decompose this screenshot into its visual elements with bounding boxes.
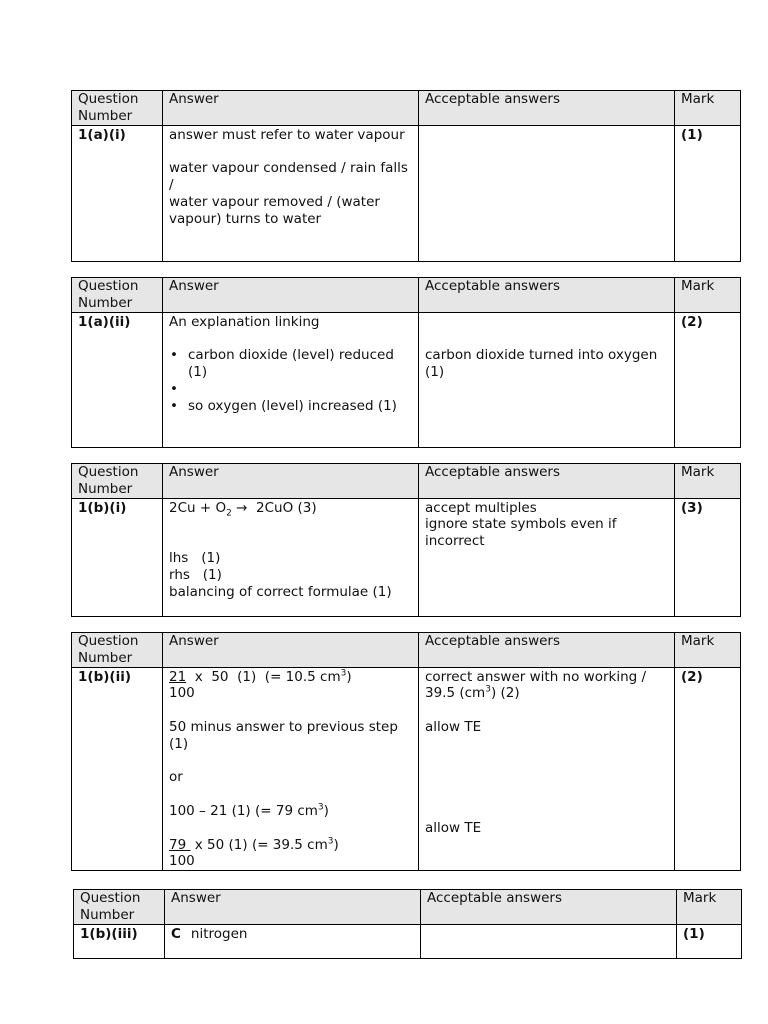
header-question-number: Question Number bbox=[74, 890, 165, 925]
answer-letter: C bbox=[171, 925, 181, 942]
answer-cell bbox=[163, 312, 419, 447]
acceptable-answer: ignore state symbols even if incorrect bbox=[425, 516, 617, 550]
header-acceptable-answers: Acceptable answers bbox=[419, 464, 675, 499]
acceptable-answers-cell bbox=[421, 924, 677, 958]
acceptable-answers-cell bbox=[419, 498, 675, 616]
equation-rhs: 2CuO (3) bbox=[256, 499, 317, 516]
mark-scheme-table-1a-i bbox=[71, 90, 741, 262]
equation-arrow: → bbox=[231, 499, 257, 516]
answer-cell bbox=[163, 667, 419, 871]
mark-scheme-table-1b-ii bbox=[71, 632, 741, 871]
mark-value: (2) bbox=[675, 312, 741, 447]
calculation-text: 100 – 21 (1) (= 79 cm bbox=[169, 802, 318, 819]
answer-line: 50 minus answer to previous step (1) bbox=[169, 718, 398, 752]
equation-lhs: 2Cu + O bbox=[169, 499, 227, 516]
answer-line: water vapour removed / (water vapour) turns to water bbox=[169, 193, 380, 227]
mark-scheme-table-1b-i bbox=[71, 463, 741, 617]
question-number: 1(b)(iii) bbox=[74, 924, 165, 958]
fraction-denominator: 100 bbox=[169, 853, 195, 870]
calculation-text: x 50 (1) (= 10.5 cm bbox=[186, 668, 341, 685]
header-acceptable-answers: Acceptable answers bbox=[421, 890, 677, 925]
header-answer: Answer bbox=[163, 633, 419, 668]
answer-or: or bbox=[169, 769, 183, 786]
fraction-denominator: 100 bbox=[169, 685, 195, 702]
mark-value: (3) bbox=[675, 498, 741, 616]
answer-cell bbox=[163, 498, 419, 616]
answer-line: lhs (1) bbox=[169, 549, 221, 566]
header-acceptable-answers: Acceptable answers bbox=[419, 91, 675, 126]
acceptable-answers-cell bbox=[419, 667, 675, 871]
header-acceptable-answers: Acceptable answers bbox=[419, 278, 675, 313]
mark-scheme-table-1a-ii bbox=[71, 277, 741, 448]
answer-cell bbox=[165, 924, 421, 958]
spacer bbox=[169, 381, 412, 398]
question-number: 1(b)(i) bbox=[72, 498, 163, 616]
question-number: 1(a)(ii) bbox=[72, 312, 163, 447]
header-question-number: Question Number bbox=[72, 278, 163, 313]
calculation-close: ) bbox=[323, 802, 329, 819]
acceptable-text: ) (2) bbox=[490, 685, 520, 702]
superscript: 3 bbox=[485, 684, 491, 695]
header-question-number: Question Number bbox=[72, 633, 163, 668]
superscript: 3 bbox=[327, 836, 334, 847]
header-answer: Answer bbox=[165, 890, 421, 925]
acceptable-answer: accept multiples bbox=[425, 499, 537, 516]
answer-intro: An explanation linking bbox=[169, 313, 320, 330]
fraction-numerator: 79 bbox=[169, 836, 191, 853]
answer-line: balancing of correct formulae (1) bbox=[169, 583, 392, 600]
answer-bullet: • carbon dioxide (level) reduced (1) bbox=[169, 347, 412, 381]
answer-cell bbox=[163, 125, 419, 261]
question-number: 1(b)(ii) bbox=[72, 667, 163, 871]
equation-subscript: 2 bbox=[226, 508, 232, 519]
fraction-numerator: 21 bbox=[169, 668, 187, 685]
question-number: 1(a)(i) bbox=[72, 125, 163, 261]
header-mark: Mark bbox=[675, 464, 741, 499]
acceptable-answers-cell bbox=[419, 312, 675, 447]
superscript: 3 bbox=[340, 668, 347, 679]
acceptable-answer: allow TE bbox=[425, 819, 482, 836]
header-mark: Mark bbox=[675, 91, 741, 126]
answer-bullet-list bbox=[169, 347, 412, 414]
answer-text: nitrogen bbox=[190, 925, 248, 942]
answer-bullet: • so oxygen (level) increased (1) bbox=[169, 398, 412, 415]
mark-value: (2) bbox=[675, 667, 741, 871]
header-acceptable-answers: Acceptable answers bbox=[419, 633, 675, 668]
acceptable-answer bbox=[425, 669, 668, 703]
mark-scheme-table-1b-iii bbox=[73, 889, 742, 959]
header-mark: Mark bbox=[677, 890, 742, 925]
calculation-line bbox=[169, 803, 412, 820]
answer-line: answer must refer to water vapour bbox=[169, 126, 405, 143]
mark-value: (1) bbox=[677, 924, 742, 958]
chemical-equation bbox=[169, 500, 412, 517]
acceptable-answer: carbon dioxide turned into oxygen (1) bbox=[425, 347, 658, 380]
header-answer: Answer bbox=[163, 464, 419, 499]
acceptable-answer: allow TE bbox=[425, 718, 482, 735]
acceptable-text: correct answer with no working / 39.5 (cm bbox=[425, 668, 647, 702]
mark-value: (1) bbox=[675, 125, 741, 261]
header-answer: Answer bbox=[163, 91, 419, 126]
calculation-line bbox=[169, 837, 412, 854]
calculation-close: ) bbox=[346, 668, 352, 685]
header-question-number: Question Number bbox=[72, 91, 163, 126]
calculation-close: ) bbox=[333, 836, 339, 853]
header-mark: Mark bbox=[675, 633, 741, 668]
answer-line: water vapour condensed / rain falls / bbox=[169, 160, 408, 193]
acceptable-answers-cell bbox=[419, 125, 675, 261]
calculation-text: x 50 (1) (= 39.5 cm bbox=[190, 836, 328, 853]
header-question-number: Question Number bbox=[72, 464, 163, 499]
header-mark: Mark bbox=[675, 278, 741, 313]
header-answer: Answer bbox=[163, 278, 419, 313]
answer-line: rhs (1) bbox=[169, 566, 222, 583]
calculation-line bbox=[169, 669, 412, 686]
superscript: 3 bbox=[317, 802, 324, 813]
